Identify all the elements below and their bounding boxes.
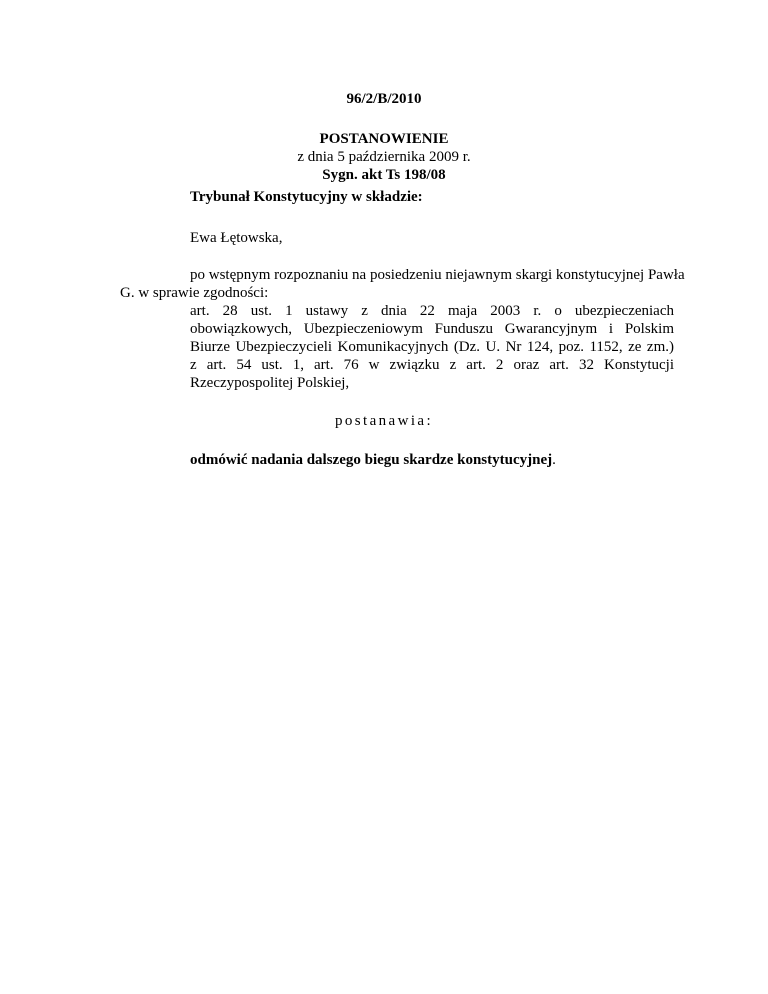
ruling-text-period: .	[552, 452, 556, 468]
subject-line: z art. 54 ust. 1, art. 76 w związku z art. 2 oraz art. 32 Konstytucji	[190, 357, 674, 373]
panel-heading: Trybunał Konstytucyjny w składzie:	[190, 189, 423, 205]
intro-line-2: G. w sprawie zgodności:	[120, 285, 269, 301]
ruling-heading: postanawia:	[334, 413, 434, 429]
case-signature: Sygn. akt Ts 198/08	[322, 167, 446, 183]
decision-title: POSTANOWIENIE	[319, 131, 449, 147]
subject-line: art. 28 ust. 1 ustawy z dnia 22 maja 2003 r. o ubezpieczeniach	[190, 303, 674, 319]
decision-date: z dnia 5 października 2009 r.	[297, 149, 471, 165]
subject-line: Biurze Ubezpieczycieli Komunikacyjnych (Dz. U. Nr 124, poz. 1152, ze zm.)	[190, 339, 674, 355]
ruling-text	[190, 451, 556, 469]
reference-number: 96/2/B/2010	[346, 91, 422, 107]
subject-line: Rzeczypospolitej Polskiej,	[190, 375, 350, 391]
ruling-text-bold: odmówić nadania dalszego biegu skardze konstytucyjnej	[190, 452, 553, 468]
intro-line-1: po wstępnym rozpoznaniu na posiedzeniu niejawnym skargi konstytucyjnej Pawła	[190, 267, 685, 283]
judge-name: Ewa Łętowska,	[190, 230, 283, 246]
subject-line: obowiązkowych, Ubezpieczeniowym Funduszu Gwarancyjnym i Polskim	[190, 321, 674, 337]
